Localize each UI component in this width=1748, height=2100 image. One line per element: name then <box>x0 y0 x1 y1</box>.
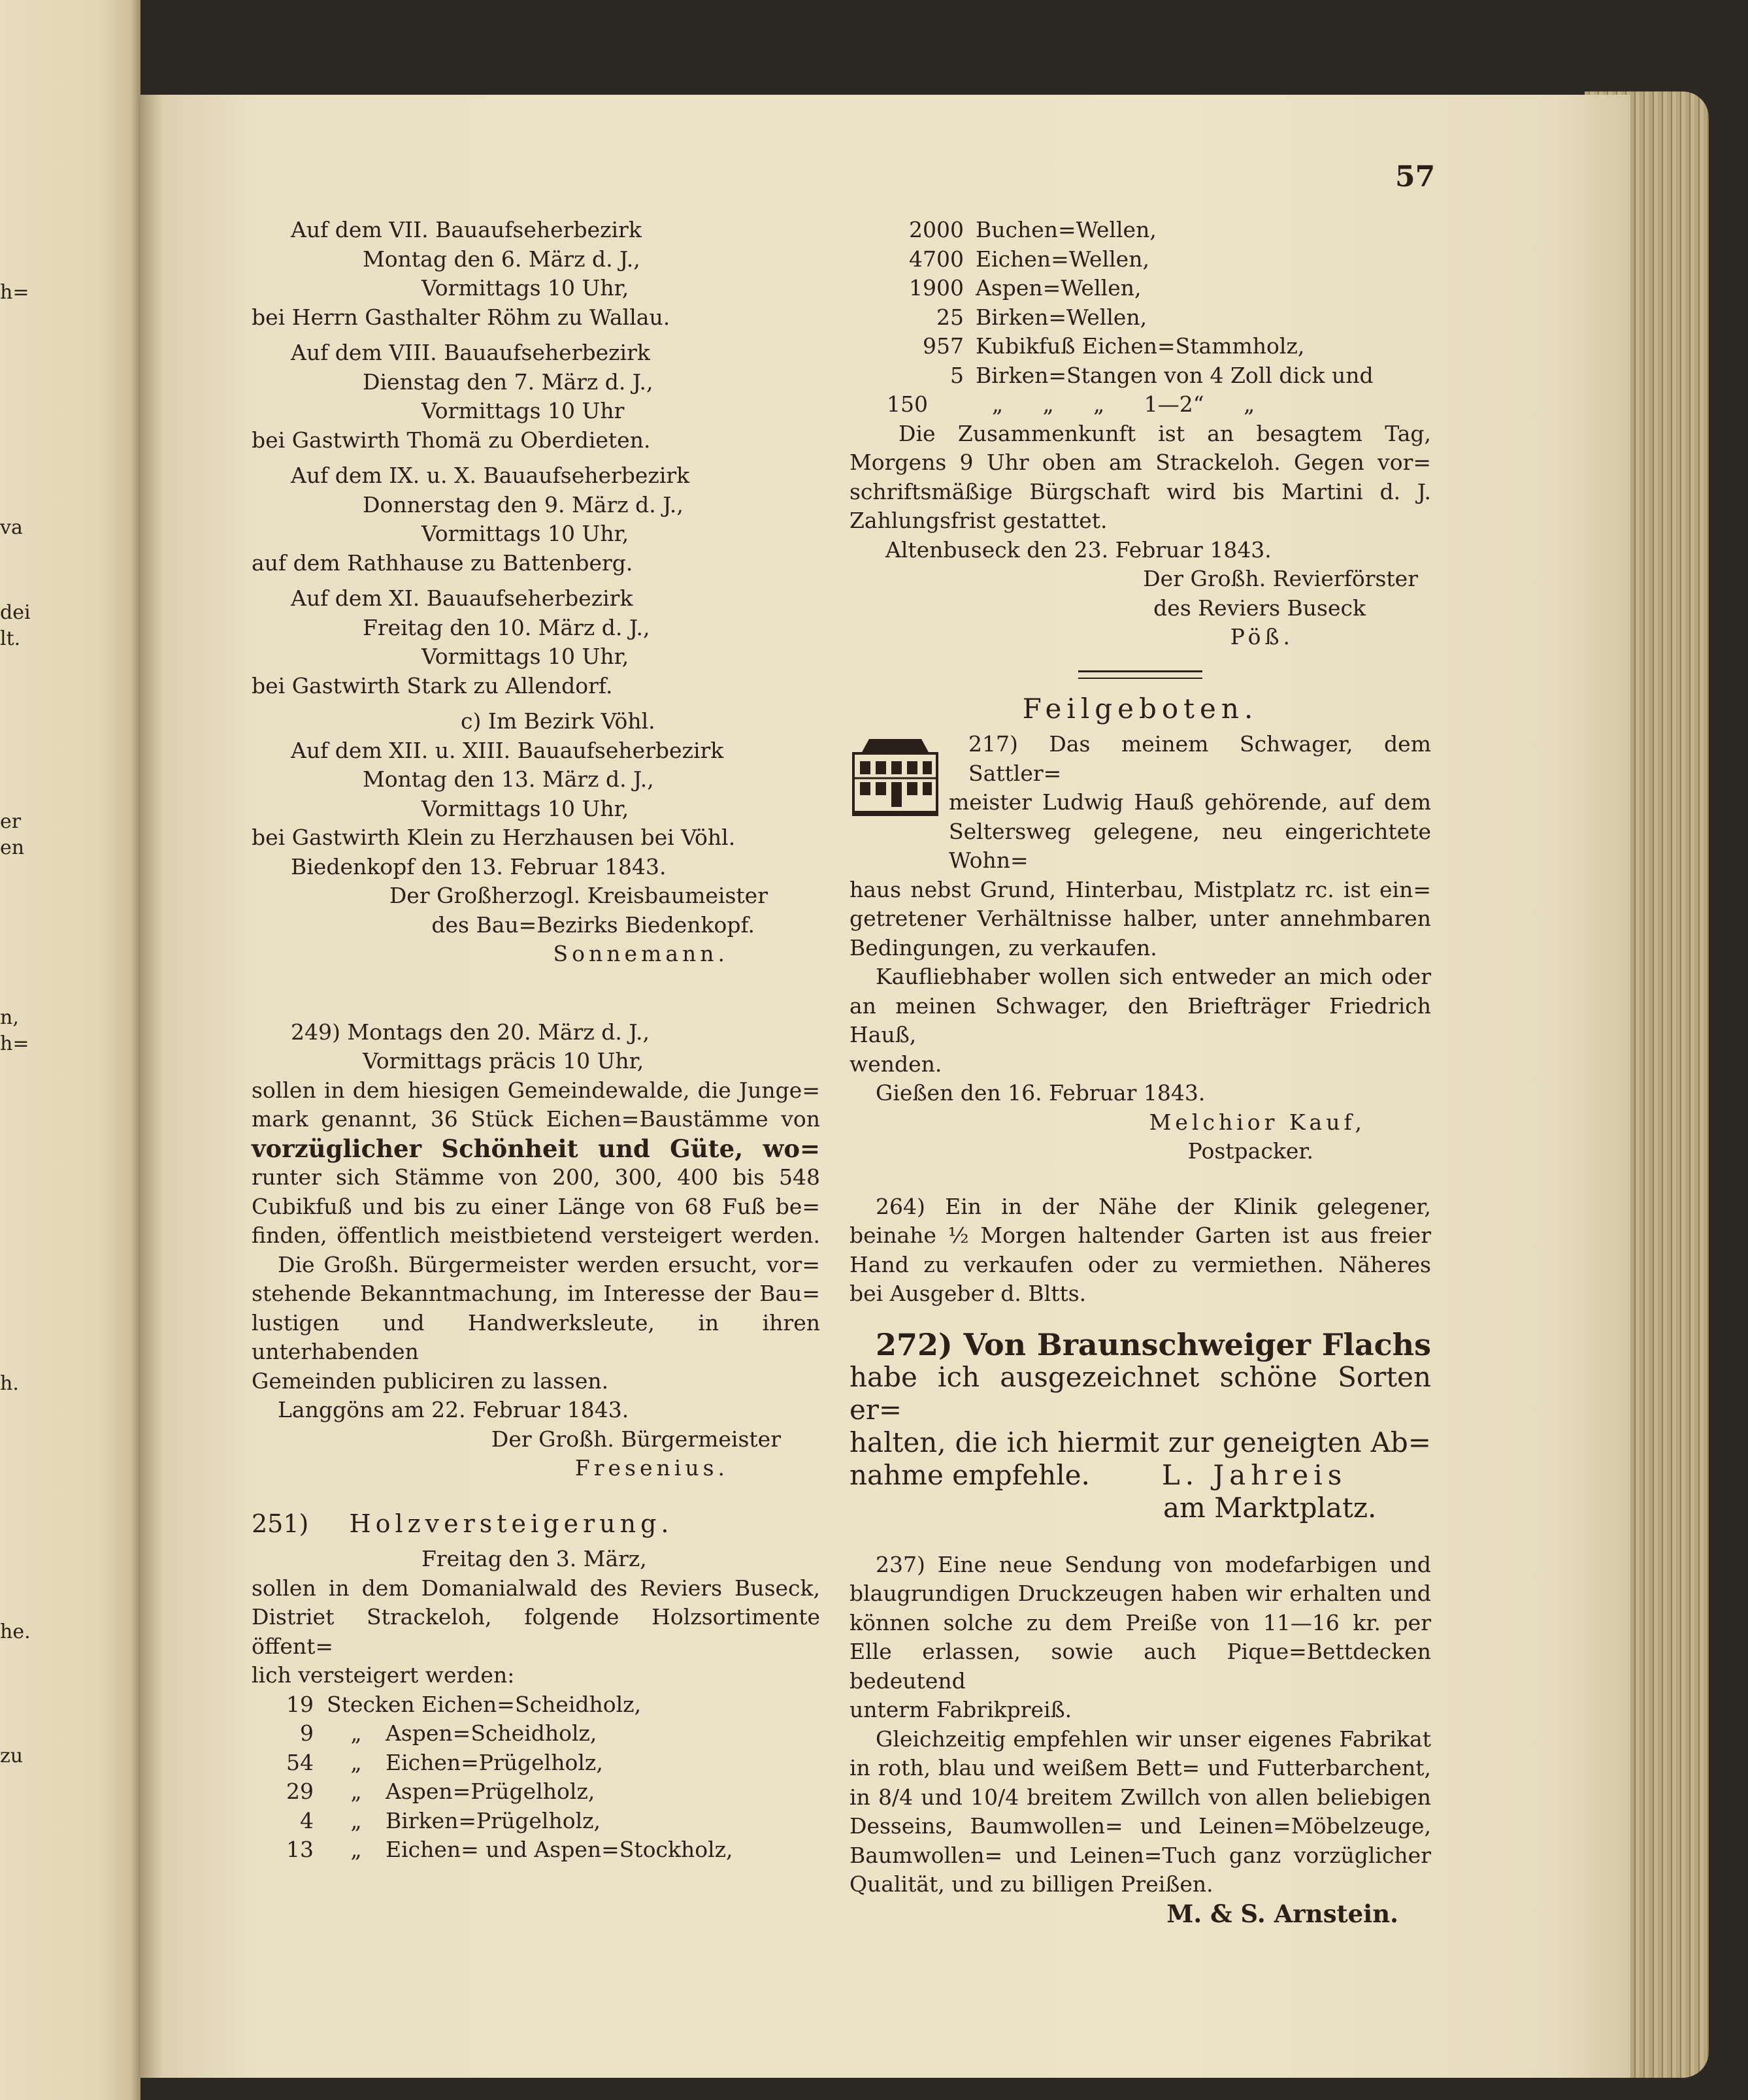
fragment: dei <box>0 601 31 624</box>
district-date: Freitag den 10. März d. J., <box>363 614 650 640</box>
fragment: lt. <box>0 627 21 650</box>
wood-item: 2000 Buchen=Wellen, <box>909 217 1157 242</box>
district-date: Montag den 13. März d. J., <box>363 766 654 792</box>
notice-line: sollen in dem hiesigen Gemeindewalde, die Junge= <box>252 1077 820 1103</box>
notice-line: 264) Ein in der Nähe der Klinik gelegener, <box>876 1193 1431 1219</box>
notice-line: Elle erlassen, sowie auch Pique=Bettdecken bedeutend <box>849 1639 1431 1694</box>
fragment: h= <box>0 281 29 304</box>
notice-line: Distriet Strackeloh, folgende Holzsortimente öffent= <box>252 1604 820 1659</box>
date-line: Biedenkopf den 13. Februar 1843. <box>291 853 667 879</box>
signature-line: Postpacker. <box>1187 1138 1313 1164</box>
notice-line: können solche zu dem Preiße von 11—16 kr. per <box>849 1609 1431 1635</box>
notice-line: Desseins, Baumwollen= und Leinen=Möbelzeuge, <box>849 1813 1431 1839</box>
district-date: Donnerstag den 9. März d. J., <box>363 491 684 517</box>
signature-line: Der Großh. Bürgermeister <box>491 1426 781 1452</box>
signature-name: Sonnemann. <box>553 941 729 966</box>
notice-line: unterm Fabrikpreiß. <box>849 1697 1072 1722</box>
wood-item: 4700 Eichen=Wellen, <box>909 246 1149 272</box>
district-line: Auf dem VIII. Bauaufseherbezirk <box>291 340 650 365</box>
notice-line: sollen in dem Domanialwald des Reviers Buseck, <box>252 1575 820 1601</box>
district-place: bei Gastwirth Klein zu Herzhausen bei Vöhl. <box>252 825 736 850</box>
house-icon <box>849 734 941 817</box>
notice-217 <box>849 730 1431 1166</box>
wood-item: 1900 Aspen=Wellen, <box>909 275 1142 301</box>
date-line: Altenbuseck den 23. Februar 1843. <box>885 536 1272 563</box>
wood-item: 4 „ Birken=Prügelholz, <box>300 1807 601 1833</box>
left-page-fragments <box>0 0 52 2100</box>
district-notice <box>252 461 820 578</box>
wood-item: 25 Birken=Wellen, <box>936 304 1147 330</box>
wood-item: 5 Birken=Stangen von 4 Zoll dick und <box>950 362 1374 388</box>
fragment: he. <box>0 1620 31 1643</box>
notice-line: Seltersweg gelegene, neu eingerichtete Wohn= <box>949 818 1431 873</box>
left-column <box>252 216 820 1865</box>
fragment: n, <box>0 1006 19 1029</box>
notice-line: beinahe ½ Morgen haltender Garten ist aus freier <box>849 1222 1431 1248</box>
signature-name: M. & S. Arnstein. <box>1166 1899 1398 1928</box>
signature-line: am Marktplatz. <box>1163 1491 1377 1524</box>
notice-line: in roth, blau und weißem Bett= und Futterbarchent, <box>849 1755 1431 1780</box>
signature-name: Pöß. <box>1230 624 1294 649</box>
right-column <box>849 216 1431 1928</box>
notice-line: meister Ludwig Hauß gehörende, auf dem <box>949 789 1431 815</box>
wood-list <box>252 1690 820 1865</box>
notice-line: Zahlungsfrist gestattet. <box>849 508 1108 533</box>
bezirk-heading: c) Im Bezirk Vöhl. <box>461 708 655 734</box>
notice-272 <box>849 1328 1431 1524</box>
notice-249 <box>252 1018 820 1483</box>
notice-line: halten, die ich hiermit zur geneigten Ab= <box>849 1426 1431 1458</box>
notice-line: 272) Von Braunschweiger Flachs <box>876 1326 1431 1362</box>
notice-line: wenden. <box>849 1051 942 1077</box>
district-notice <box>252 584 820 700</box>
signature-line: des Reviers Buseck <box>1153 595 1366 621</box>
section-heading: Feilgeboten. <box>1022 692 1259 725</box>
notice-line: Cubikfuß und bis zu einer Länge von 68 Fuß be= <box>252 1193 820 1219</box>
notice-line: finden, öffentlich meistbietend versteigert werden. <box>252 1222 820 1248</box>
date-line: Langgöns am 22. Februar 1843. <box>278 1397 629 1422</box>
notice-line: 237) Eine neue Sendung von modefarbigen und <box>876 1551 1431 1577</box>
district-place: bei Gastwirth Thomä zu Oberdieten. <box>252 427 651 453</box>
district-line: Auf dem XI. Bauaufseherbezirk <box>291 585 633 611</box>
district-line: Auf dem XII. u. XIII. Bauaufseherbezirk <box>291 737 724 763</box>
district-line: Auf dem VII. Bauaufseherbezirk <box>291 217 642 242</box>
district-date: Dienstag den 7. März d. J., <box>363 369 653 395</box>
notice-line: blaugrundigen Druckzeugen haben wir erhalten und <box>849 1581 1431 1606</box>
notice-line: Morgens 9 Uhr oben am Strackeloh. Gegen vor= <box>849 450 1431 475</box>
notice-251 <box>252 1509 820 1865</box>
signature-line: Der Großh. Revierförster <box>1143 566 1418 591</box>
notice-line: vorzüglicher Schönheit und Güte, wo= <box>252 1134 820 1163</box>
notice-line: bei Ausgeber d. Bltts. <box>849 1281 1087 1306</box>
fragment: h. <box>0 1372 19 1395</box>
district-date: Montag den 6. März d. J., <box>363 246 640 272</box>
wood-item: 150 „ „ „ 1—2“ „ <box>887 391 1255 417</box>
notice-line: 217) Das meinem Schwager, dem Sattler= <box>968 731 1431 786</box>
notice-line: stehende Bekanntmachung, im Interesse der Bau= <box>252 1281 820 1306</box>
section-divider <box>1078 670 1202 679</box>
signature-line: Der Großherzogl. Kreisbaumeister <box>389 883 768 908</box>
notice-line: getretener Verhältnisse halber, unter annehmbaren <box>849 906 1431 931</box>
date-line: Gießen den 16. Februar 1843. <box>876 1080 1206 1106</box>
wood-item: 957 Kubikfuß Eichen=Stammholz, <box>923 333 1305 359</box>
district-place: bei Gastwirth Stark zu Allendorf. <box>252 672 613 698</box>
notice-line: in 8/4 und 10/4 breitem Zwillch von allen beliebigen <box>849 1784 1431 1810</box>
fragment: zu <box>0 1745 24 1767</box>
district-notice <box>252 216 820 332</box>
notice-line: Gemeinden publiciren zu lassen. <box>252 1368 609 1394</box>
fragment: en <box>0 836 25 859</box>
district-time: Vormittags 10 Uhr, <box>421 795 629 821</box>
fragment: h= <box>0 1032 29 1055</box>
district-time: Vormittags 10 Uhr, <box>421 275 629 301</box>
district-place: bei Herrn Gasthalter Röhm zu Wallau. <box>252 304 670 330</box>
notice-line: runter sich Stämme von 200, 300, 400 bis 548 <box>252 1164 820 1190</box>
district-time: Vormittags 10 Uhr <box>421 398 625 423</box>
signature-name: Melchior Kauf, <box>1149 1109 1366 1135</box>
date-line: Freitag den 3. März, <box>421 1546 647 1571</box>
notice-line: Kaufliebhaber wollen sich entweder an mich oder <box>876 964 1431 989</box>
notice-text: nahme empfehle. <box>849 1458 1090 1491</box>
wood-item: 19 Stecken Eichen=Scheidholz, <box>286 1691 642 1717</box>
notice-line: Die Großh. Bürgermeister werden ersucht, vor= <box>278 1251 820 1277</box>
notice-line: lich versteigert werden: <box>252 1662 515 1688</box>
signature-name: Fresenius. <box>574 1455 729 1481</box>
notice-line: schriftsmäßige Bürgschaft wird bis Martini d. J. <box>849 478 1431 504</box>
heading-text: Holzversteigerung. <box>349 1509 674 1538</box>
notice-line <box>849 1459 1431 1492</box>
fragment: va <box>0 516 23 539</box>
notice-line: haus nebst Grund, Hinterbau, Mistplatz rc. ist ein= <box>849 876 1431 902</box>
page-number: 57 <box>1395 160 1436 193</box>
district-time: Vormittags 10 Uhr, <box>421 644 629 669</box>
notice-line: Die Zusammenkunft ist an besagtem Tag, <box>899 420 1431 446</box>
wood-item: 13 „ Eichen= und Aspen=Stockholz, <box>286 1837 733 1862</box>
notice-line: Gleichzeitig empfehlen wir unser eigenes Fabrikat <box>876 1726 1431 1752</box>
wood-item: 54 „ Eichen=Prügelholz, <box>286 1749 603 1775</box>
wood-list-continued <box>849 216 1431 419</box>
notice-line: Qualität, und zu billigen Preißen. <box>849 1871 1213 1897</box>
signature-line: des Bau=Bezirks Biedenkopf. <box>431 911 755 938</box>
district-line: Auf dem IX. u. X. Bauaufseherbezirk <box>291 463 690 488</box>
notice-heading <box>252 1509 820 1539</box>
notice-line: habe ich ausgezeichnet schöne Sorten er= <box>849 1360 1431 1426</box>
district-place: auf dem Rathhause zu Battenberg. <box>252 550 633 576</box>
wood-item: 29 „ Aspen=Prügelholz, <box>286 1779 595 1804</box>
district-time: Vormittags 10 Uhr, <box>421 521 629 546</box>
notice-number: 251) <box>252 1509 309 1538</box>
signature-name: L. Jahreis <box>1161 1458 1347 1491</box>
wood-item: 9 „ Aspen=Scheidholz, <box>300 1720 597 1746</box>
fragment: er <box>0 810 22 833</box>
notice-line: Bedingungen, zu verkaufen. <box>849 934 1157 960</box>
notice-line: an meinen Schwager, den Briefträger Friedrich Hauß, <box>849 993 1431 1047</box>
district-notice <box>252 338 820 455</box>
notice-line: Baumwollen= und Leinen=Tuch ganz vorzüglicher <box>849 1842 1431 1868</box>
notice-237 <box>849 1550 1431 1929</box>
notice-line: Vormittags präcis 10 Uhr, <box>363 1048 644 1074</box>
notice-line: Hand zu verkaufen oder zu vermiethen. Näheres <box>849 1251 1431 1277</box>
notice-line: 249) Montags den 20. März d. J., <box>291 1019 650 1045</box>
notice-line: lustigen und Handwerksleute, in ihren unterhabenden <box>252 1309 820 1364</box>
notice-264 <box>849 1192 1431 1309</box>
notice-line: mark genannt, 36 Stück Eichen=Baustämme von <box>252 1106 820 1132</box>
